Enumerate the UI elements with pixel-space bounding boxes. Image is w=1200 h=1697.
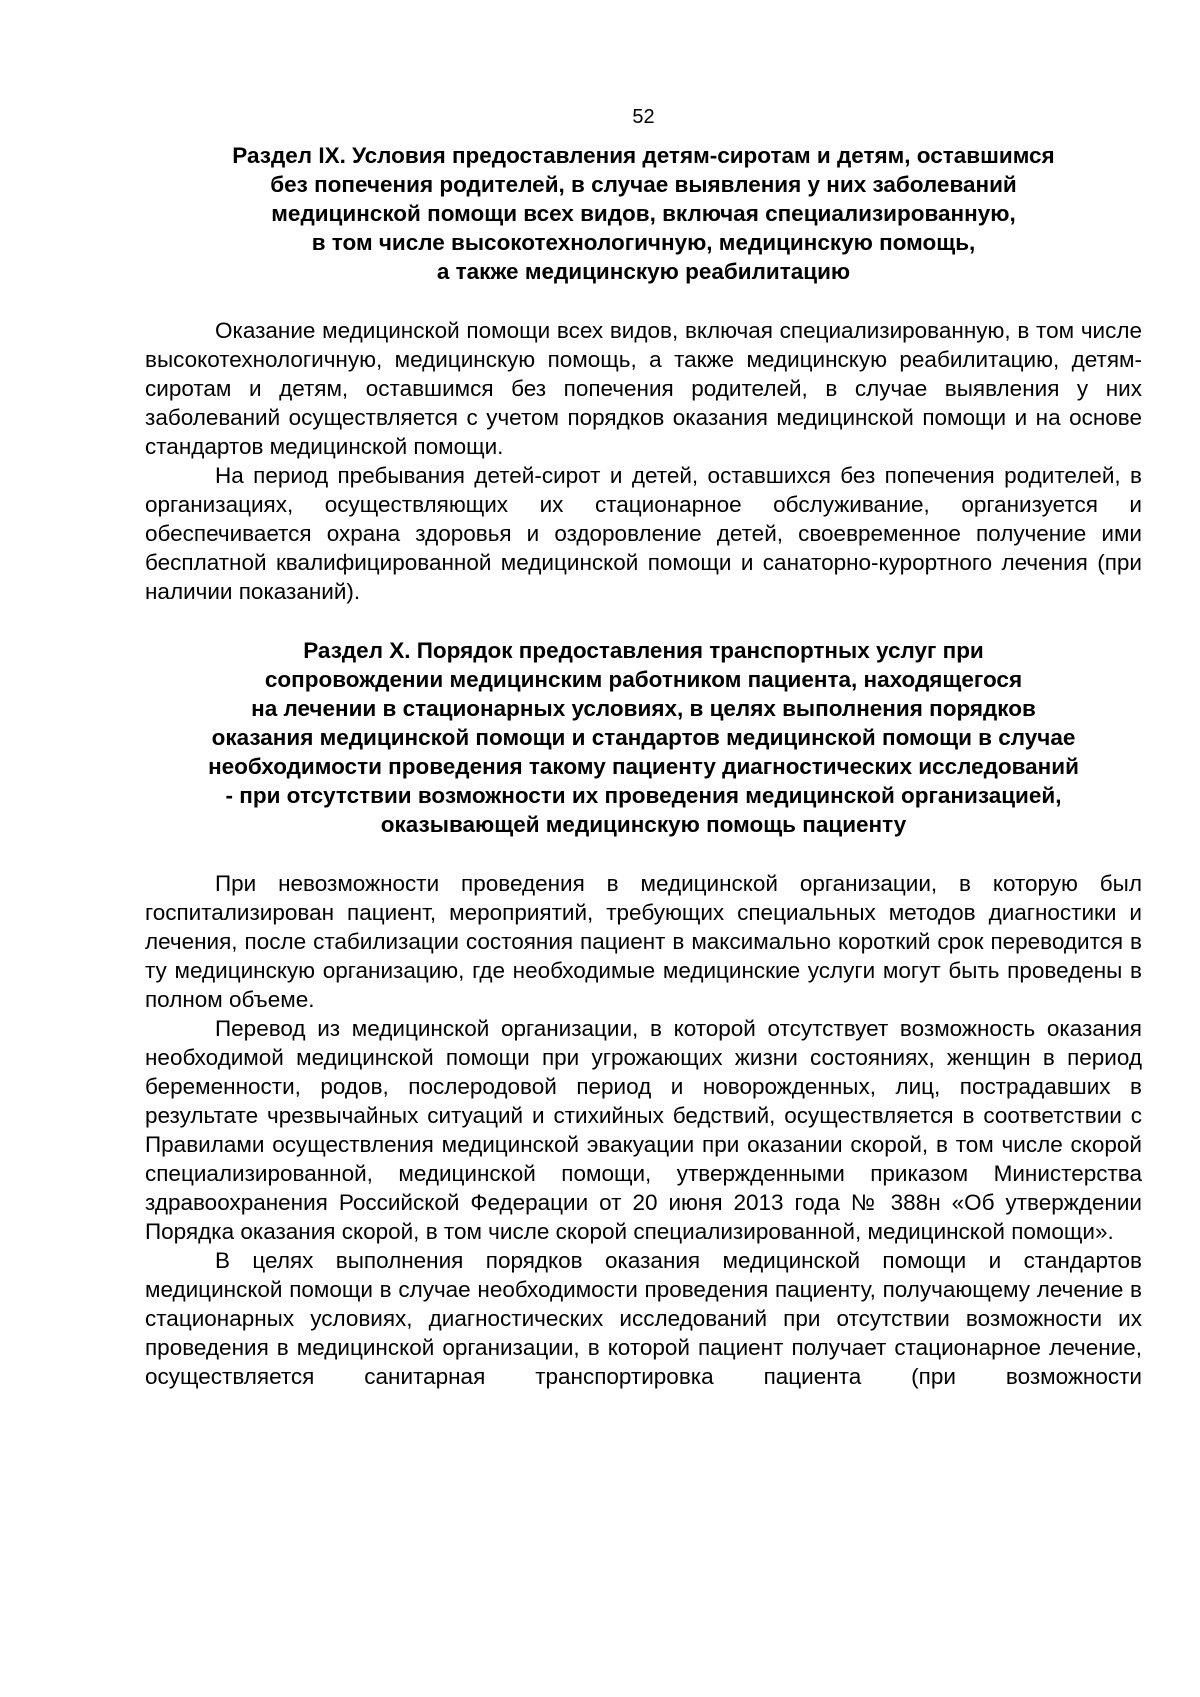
section-ix-heading-line: без попечения родителей, в случае выявления у них заболеваний — [270, 172, 1017, 197]
section-x-heading — [145, 636, 1142, 839]
section-x-heading-line: оказания медицинской помощи и стандартов медицинской помощи в случае — [211, 725, 1076, 750]
section-ix-heading-line: а также медицинскую реабилитацию — [436, 259, 851, 284]
section-x-heading-line: необходимости проведения такому пациенту диагностических исследований — [208, 754, 1079, 779]
section-ix-heading-line: в том числе высокотехнологичную, медицинскую помощь, — [311, 230, 976, 255]
section-x-heading-line: Раздел X. Порядок предоставления транспортных услуг при — [303, 638, 984, 663]
section-x-body — [145, 869, 1142, 1391]
section-ix-heading — [145, 141, 1142, 286]
document-page — [145, 105, 1142, 1391]
section-x-paragraph: При невозможности проведения в медицинской организации, в которую был госпитализирован пациент, мероприятий, требующих специальных методов диагностики и лечения, после стабилизации состояния пациент в максимально короткий срок переводится в ту медицинскую организацию, где необходимые медицинские услуги могут быть проведены в полном объеме. — [145, 871, 1142, 1012]
section-x-heading-line: оказывающей медицинскую помощь пациенту — [380, 812, 907, 837]
section-ix-heading-line: медицинской помощи всех видов, включая специализированную, — [271, 201, 1016, 226]
section-ix-paragraph: Оказание медицинской помощи всех видов, включая специализированную, в том числе высокотехнологичную, медицинскую помощь, а также медицинскую реабилитацию, детям-сиротам и детям, оставшимся без попечения родителей, в случае выявления у них заболеваний осуществляется с учетом порядков оказания медицинской помощи и на основе стандартов медицинской помощи. — [145, 318, 1142, 459]
section-x-heading-line: сопровождении медицинским работником пациента, находящегося — [264, 667, 1023, 692]
page-number: 52 — [632, 106, 655, 128]
section-x-paragraph: Перевод из медицинской организации, в которой отсутствует возможность оказания необходимой медицинской помощи при угрожающих жизни состояниях, женщин в период беременности, родов, послеродовой период и новорожденных, лиц, пострадавших в результате чрезвычайных ситуаций и стихийных бедствий, осуществляется в соответствии с Правилами осуществления медицинской эвакуации при оказании скорой, в том числе скорой специализированной, медицинской помощи, утвержденными приказом Министерства здравоохранения Российской Федерации от 20 июня 2013 года № 388н «Об утверждении Порядка оказания скорой, в том числе скорой специализированной, медицинской помощи». — [145, 1016, 1142, 1244]
section-x-heading-line: - при отсутствии возможности их проведения медицинской организацией, — [225, 783, 1062, 808]
section-x-heading-line: на лечении в стационарных условиях, в целях выполнения порядков — [251, 696, 1036, 721]
section-x-paragraph: В целях выполнения порядков оказания медицинской помощи и стандартов медицинской помощи в случае необходимости проведения пациенту, получающему лечение в стационарных условиях, диагностических исследований при отсутствии возможности их проведения в медицинской организации, в которой пациент получает стационарное лечение, осуществляется санитарная транспортировка пациента (при возможности — [145, 1248, 1142, 1389]
section-ix-heading-line: Раздел IX. Условия предоставления детям-сиротам и детям, оставшимся — [232, 143, 1055, 168]
section-ix-body — [145, 316, 1142, 606]
section-ix-paragraph: На период пребывания детей-сирот и детей, оставшихся без попечения родителей, в организациях, осуществляющих их стационарное обслуживание, организуется и обеспечивается охрана здоровья и оздоровление детей, своевременное получение ими бесплатной квалифицированной медицинской помощи и санаторно-курортного лечения (при наличии показаний). — [145, 463, 1142, 604]
